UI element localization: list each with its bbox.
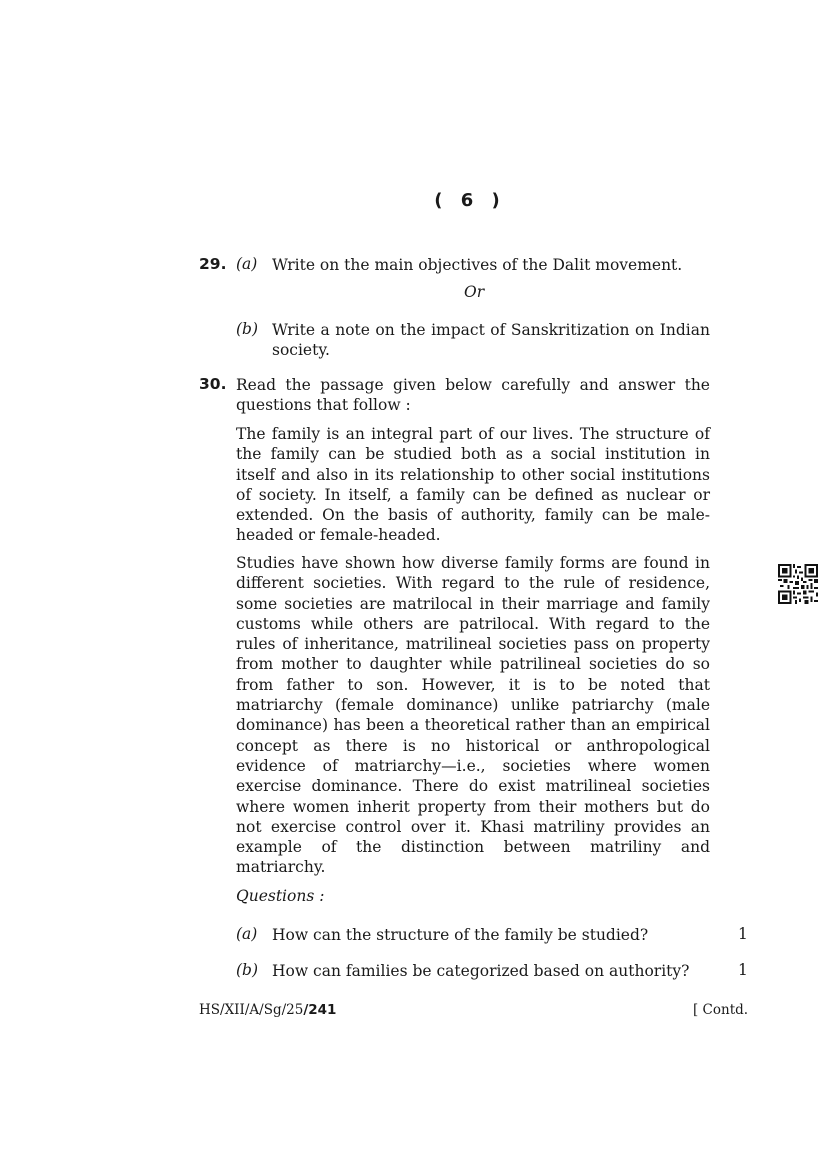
paper-code: HS/XII/A/Sg/25/241	[199, 1002, 337, 1018]
question-30b-text: How can families be categorized based on authority?	[272, 962, 690, 980]
question-30-intro: Read the passage given below carefully and answer the questions that follow :	[236, 376, 710, 415]
question-30a-label: (a)	[236, 925, 258, 943]
question-30a-marks: 1	[738, 925, 748, 943]
question-29a-text: Write on the main objectives of the Dalit movement.	[272, 256, 683, 274]
question-29b-text: Write a note on the impact of Sanskritization on Indian society.	[272, 321, 710, 360]
question-29a-label: (a)	[236, 255, 258, 273]
question-29b-label: (b)	[236, 320, 259, 338]
question-29-number: 29.	[199, 255, 227, 273]
question-30a-text: How can the structure of the family be studied?	[272, 926, 649, 944]
page-number: ( 6 )	[434, 190, 506, 211]
continued-marker: [ Contd.	[693, 1002, 749, 1018]
passage-paragraph-1: The family is an integral part of our lives. The structure of the family can be studied both as a social institution in itself and also in its relationship to other social institutions of society. In itself, a family can be defined as nuclear or extended. On the basis of authority, family can be male-headed or female-headed.	[236, 425, 710, 545]
question-30b-label: (b)	[236, 961, 259, 979]
qr-code-icon	[778, 564, 818, 604]
questions-heading: Questions :	[236, 887, 325, 905]
or-separator: Or	[464, 283, 485, 301]
passage-paragraph-2: Studies have shown how diverse family forms are found in different societies. With regard to the rule of residence, some societies are matrilocal in their marriage and family customs while others are patrilocal. With regard to the rules of inheritance, matrilineal societies pass on property from mother to daughter while patrilineal societies do so from father to son. However, it is to be noted that matriarchy (female dominance) unlike patriarchy (male dominance) has been a theoretical rather than an empirical concept as there is no historical or anthropological evidence of matriarchy—i.e., societies where women exercise dominance. There do exist matrilineal societies where women inherit property from their mothers but do not exercise control over it. Khasi matriliny provides an example of the distinction between matriliny and matriarchy.	[236, 554, 710, 877]
question-30b-marks: 1	[738, 961, 748, 979]
question-30-number: 30.	[199, 375, 227, 393]
